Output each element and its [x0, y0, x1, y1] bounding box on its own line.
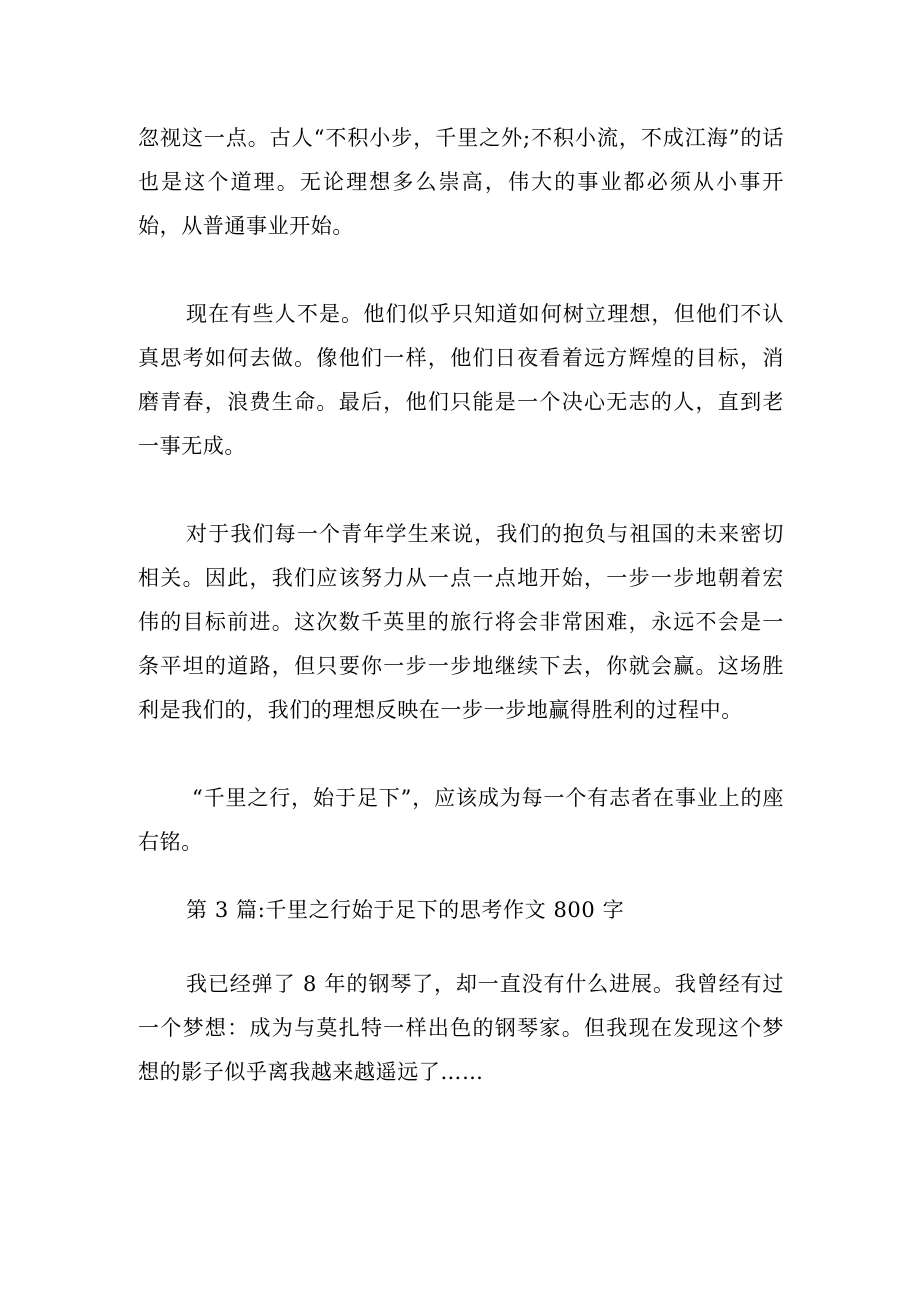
- paragraph-young-students: 对于我们每一个青年学生来说，我们的抱负与祖国的未来密切相关。因此，我们应该努力从一点一点地开始，一步一步地朝着宏伟的目标前进。这次数千英里的旅行将会非常困难，永远不会是一条平坦的道路，但只要你一步一步地继续下去，你就会赢。这场胜利是我们的，我们的理想反映在一步一步地赢得胜利的过程中。: [138, 522, 784, 722]
- section-heading: 第 3 篇:千里之行始于足下的思考作文 800 字: [186, 898, 625, 922]
- paragraph-some-people: 现在有些人不是。他们似乎只知道如何树立理想，但他们不认真思考如何去做。像他们一样，他们日夜看着远方辉煌的目标，消磨青春，浪费生命。最后，他们只能是一个决心无志的人，直到老一事无成。: [138, 302, 784, 458]
- paragraph-motto: “千里之行，始于足下”，应该成为每一个有志者在事业上的座右铭。: [138, 786, 784, 854]
- paragraph-continuation: 忽视这一点。古人“不积小步，千里之外;不积小流，不成江海”的话也是这个道理。无论理想多么崇高，伟大的事业都必须从小事开始，从普通事业开始。: [138, 126, 784, 238]
- paragraph-piano: 我已经弹了 8 年的钢琴了，却一直没有什么进展。我曾经有过一个梦想：成为与莫扎特一样出色的钢琴家。但我现在发现这个梦想的影子似乎离我越来越遥远了……: [138, 972, 784, 1084]
